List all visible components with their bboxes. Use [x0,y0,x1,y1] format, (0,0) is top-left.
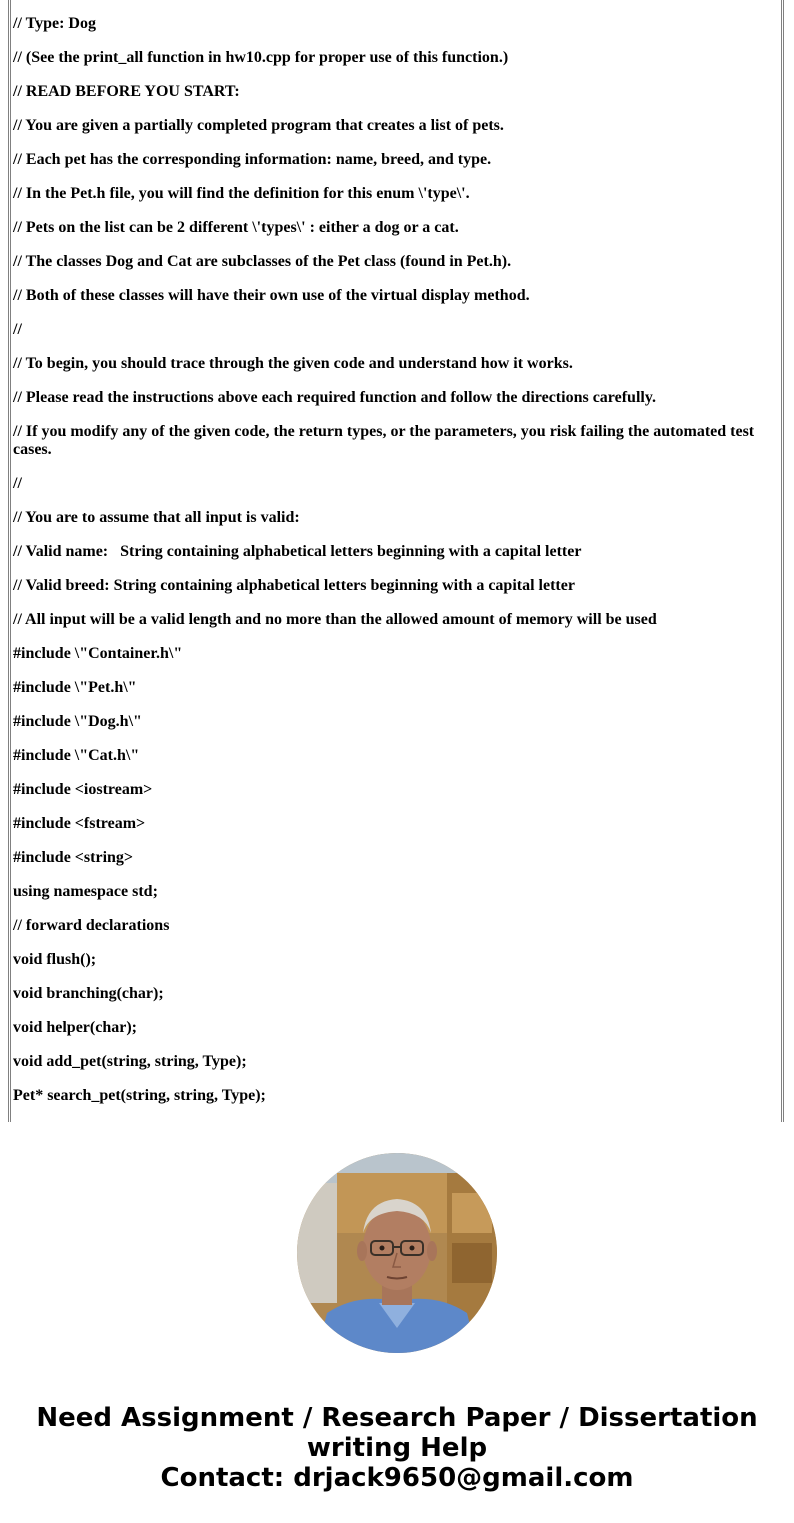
promo-line-1: Need Assignment / Research Paper / Dissertation [36,1403,758,1433]
code-line: // [13,321,22,338]
code-line: void branching(char); [13,985,164,1002]
code-line: // Valid breed: String containing alphabetical letters beginning with a capital letter [13,577,575,594]
code-line: void add_pet(string, string, Type); [13,1053,247,1070]
code-line: // You are given a partially completed program that creates a list of pets. [13,117,504,134]
promo-line-2: writing Help [306,1433,488,1463]
code-line: // Each pet has the corresponding information: name, breed, and type. [13,151,492,168]
code-line: // (See the print_all function in hw10.cpp for proper use of this function.) [13,49,509,66]
code-line: // Type: Dog [13,15,96,32]
author-avatar [297,1153,497,1353]
code-line: // Both of these classes will have their own use of the virtual display method. [13,287,530,304]
code-line: // You are to assume that all input is valid: [13,509,300,526]
code-line: void flush(); [13,951,97,968]
code-line: // To begin, you should trace through the given code and understand how it works. [13,355,573,372]
code-line: Pet* search_pet(string, string, Type); [13,1087,266,1104]
code-line: // If you modify any of the given code, the return types, or the parameters, you risk failing the automated test cases. [13,423,759,458]
code-line: // [13,475,22,492]
code-line: // In the Pet.h file, you will find the definition for this enum \'type\'. [13,185,470,202]
promo-text [0,1403,794,1493]
code-line: void helper(char); [13,1019,137,1036]
code-line: // Valid name: String containing alphabetical letters beginning with a capital letter [13,543,582,560]
code-line: #include \"Cat.h\" [13,747,140,764]
code-line: #include <string> [13,849,134,866]
code-line: // forward declarations [13,917,170,934]
code-line: // Please read the instructions above each required function and follow the directions carefully. [13,389,656,406]
code-line: // READ BEFORE YOU START: [13,83,240,100]
code-lines [13,0,779,1121]
code-line: // All input will be a valid length and no more than the allowed amount of memory will be used [13,611,657,628]
code-line: // The classes Dog and Cat are subclasses of the Pet class (found in Pet.h). [13,253,512,270]
code-line: #include <iostream> [13,781,153,798]
contact-line: Contact: drjack9650@gmail.com [160,1463,634,1493]
code-line: #include <fstream> [13,815,146,832]
code-line: #include \"Dog.h\" [13,713,142,730]
code-line: using namespace std; [13,883,158,900]
code-line: // Pets on the list can be 2 different \'types\' : either a dog or a cat. [13,219,459,236]
code-line: #include \"Container.h\" [13,645,183,662]
code-line: #include \"Pet.h\" [13,679,137,696]
code-frame [8,0,784,1122]
